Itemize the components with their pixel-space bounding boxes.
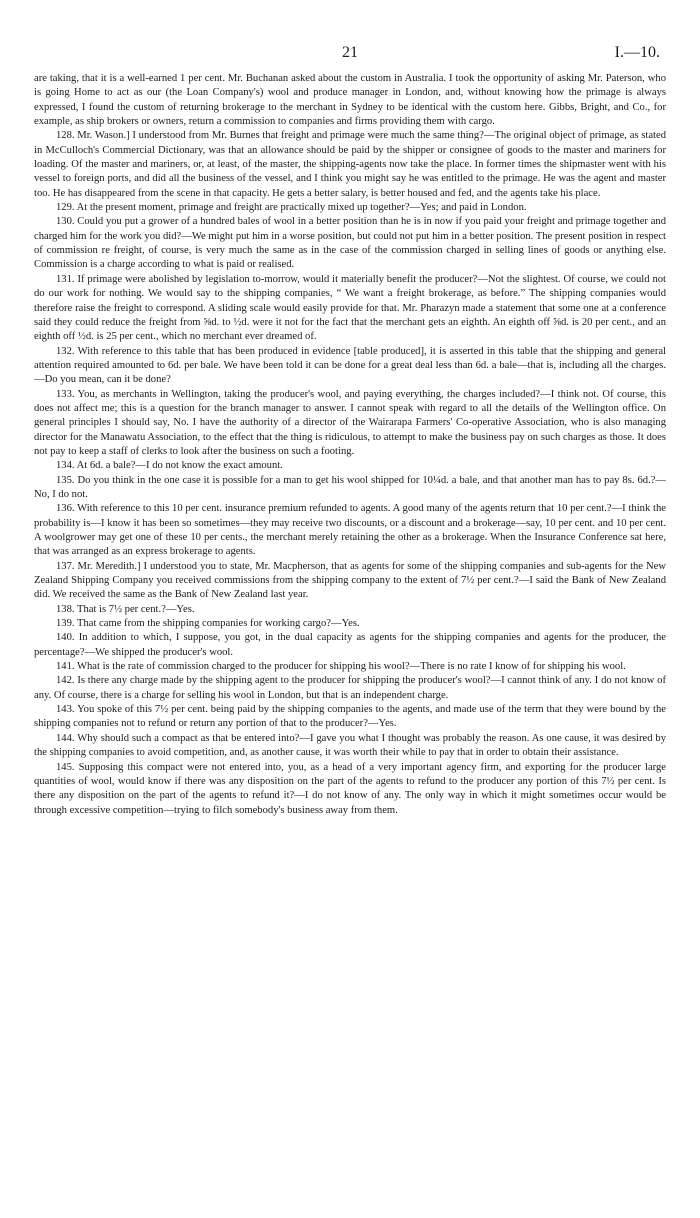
- document-reference: I.—10.: [614, 44, 660, 61]
- paragraph-144: 144. Why should such a compact as that be entered into?—I gave you what I thought was probably the reason. As one cause, it was desired by the shipping companies to avoid competition, and, as another cause, it was worth their while to pay that in order to obtain their assistance.: [34, 732, 666, 759]
- paragraph-continuation: are taking, that it is a well-earned 1 per cent. Mr. Buchanan asked about the custom in Australia. I took the opportunity of asking Mr. Paterson, who is going Home to act as our (the Loan Company's) wool and produce manager in London, and, without knowing how the primage is always expressed, I found the custom of returning brokerage to the merchant in Sydney to be identical with the custom here. Gibbs, Bright, and Co., for example, as ship brokers or owners, return a commission to companies and firms providing them with cargo.: [34, 73, 666, 128]
- paragraph-130: 130. Could you put a grower of a hundred bales of wool in a better position than he is in now if you paid your freight and primage together and charged him for the work you did?—We might put him in a worse position, but could not put him in a better position. The present position in respect of commission re freight, of course, is very much the same as in the case of the commission charged in selling lines of goods or anything else. Commission is a charge according to what is paid or realised.: [34, 216, 666, 271]
- paragraph-136: 136. With reference to this 10 per cent. insurance premium refunded to agents. A good many of the agents return that 10 per cent.?—I think the probability is—I know it has been so sometimes—they may receive two discounts, or a discount and a brokerage—say, 10 per cent. and 10 per cent. A woolgrower may get one of these 10 per cents., the merchant merely retaining the other as a brokerage. When the Insurance Conference sat here, that was arranged as an express brokerage to agents.: [34, 503, 666, 558]
- paragraph-143: 143. You spoke of this 7½ per cent. being paid by the shipping companies to the agents, and made use of the term that they were bound by the shipping companies not to refund or return any portion of that to the producer?—Yes.: [34, 704, 666, 730]
- paragraph-134: 134. At 6d. a bale?—I do not know the exact amount.: [56, 460, 283, 472]
- paragraph-131: 131. If primage were abolished by legislation to-morrow, would it materially benefit the producer?—Not the slightest. Of course, we could not do our work for nothing. We would say to the shipping companies, “ We want a freight brokerage, as before.” The shipping companies would therefore raise the freight to correspond. A sliding scale would easily provide for that. Mr. Pharazyn made a statement that some one at a conference said they could reduce the freight from ⅝d. to ½d. were it not for the fact that the merchant gets an eighth. An eighth off ⅝d. is 20 per cent., and an eighth off ½d. is 25 per cent., which no merchant ever dreamed of.: [34, 273, 666, 343]
- paragraph-132: 132. With reference to this table that has been produced in evidence [table produced], it is asserted in this table that the shipping and general attention required amounted to 6d. per bale. We have been told it can be done for a great deal less than 6d. a bale—that is, including all the charges.—Do you mean, can it be done?: [34, 345, 666, 386]
- testimony-text: [34, 72, 666, 818]
- paragraph-141: 141. What is the rate of commission charged to the producer for shipping his wool?—There is no rate I know of for shipping his wool.: [56, 661, 626, 673]
- paragraph-142: 142. Is there any charge made by the shipping agent to the producer for shipping the producer's wool?—I cannot think of any. I do not know of any. Of course, there is a charge for selling his wool in London, but that is an independent charge.: [34, 675, 666, 701]
- page-number: 21: [342, 44, 358, 61]
- paragraph-140: 140. In addition to which, I suppose, you got, in the dual capacity as agents for the shipping companies and agents for the producer, the percentage?—We shipped the producer's wool.: [34, 632, 666, 658]
- paragraph-137: 137. Mr. Meredith.] I understood you to state, Mr. Macpherson, that as agents for some of the shipping companies and sub-agents for the New Zealand Shipping Company you received commissions from the shipping company to the extent of 7½ per cent.?—I said the Bank of New Zealand did. We received the same as the Bank of New Zealand last year.: [34, 560, 666, 601]
- paragraph-133: 133. You, as merchants in Wellington, taking the producer's wool, and paying everything, the charges included?—I think not. Of course, this does not affect me; this is a question for the branch manager to answer. I cannot speak with regard to all the details of the Wellington office. On general principles I should say, No. I have the authority of a director of the Wairarapa Farmers' Co-operative Association, who is also managing director for the Manawatu Association, to the effect that the thing is ridiculous, to attempt to make the business pay on such charges as those. It does not pay to keep a staff of clerks to look after the business on such a footing.: [34, 388, 666, 457]
- paragraph-138: 138. That is 7½ per cent.?—Yes.: [56, 603, 195, 615]
- paragraph-129: 129. At the present moment, primage and freight are practically mixed up together?—Yes; and paid in London.: [56, 202, 527, 214]
- paragraph-135: 135. Do you think in the one case it is possible for a man to get his wool shipped for 10¼d. a bale, and that another man has to pay 8s. 6d.?—No, I do not.: [34, 474, 666, 500]
- paragraph-139: 139. That came from the shipping companies for working cargo?—Yes.: [56, 618, 360, 630]
- paragraph-128: 128. Mr. Wason.] I understood from Mr. Burnes that freight and primage were much the same thing?—The original object of primage, as stated in McCulloch's Commercial Dictionary, was that an allowance should be paid by the shipper or consignee of goods to the master and mariners for loading. Of the master and mariners, or, at least, of the master, the shipping-agents now take the place. In former times the shipmaster went with his vessel to foreign ports, and did all the business of the vessel, and I think you might say he was entitled to the primage. He was the agent and master too. He has disappeared from the scene in that capacity. He gets a better salary, is better housed and fed, and the agents take his place.: [34, 130, 666, 199]
- page-header: [34, 44, 666, 72]
- paragraph-145: 145. Supposing this compact were not entered into, you, as a head of a very important agency firm, and exporting for the producer large quantities of wool, would know if there was any disposition on the part of the agents to refund to the producer any portion of this 7½ per cent. Is there any disposition on the part of the agents to refund it?—I do not know of any. The only way in which it might sometimes occur would be through excessive competition—trying to filch somebody's business away from them.: [34, 761, 666, 816]
